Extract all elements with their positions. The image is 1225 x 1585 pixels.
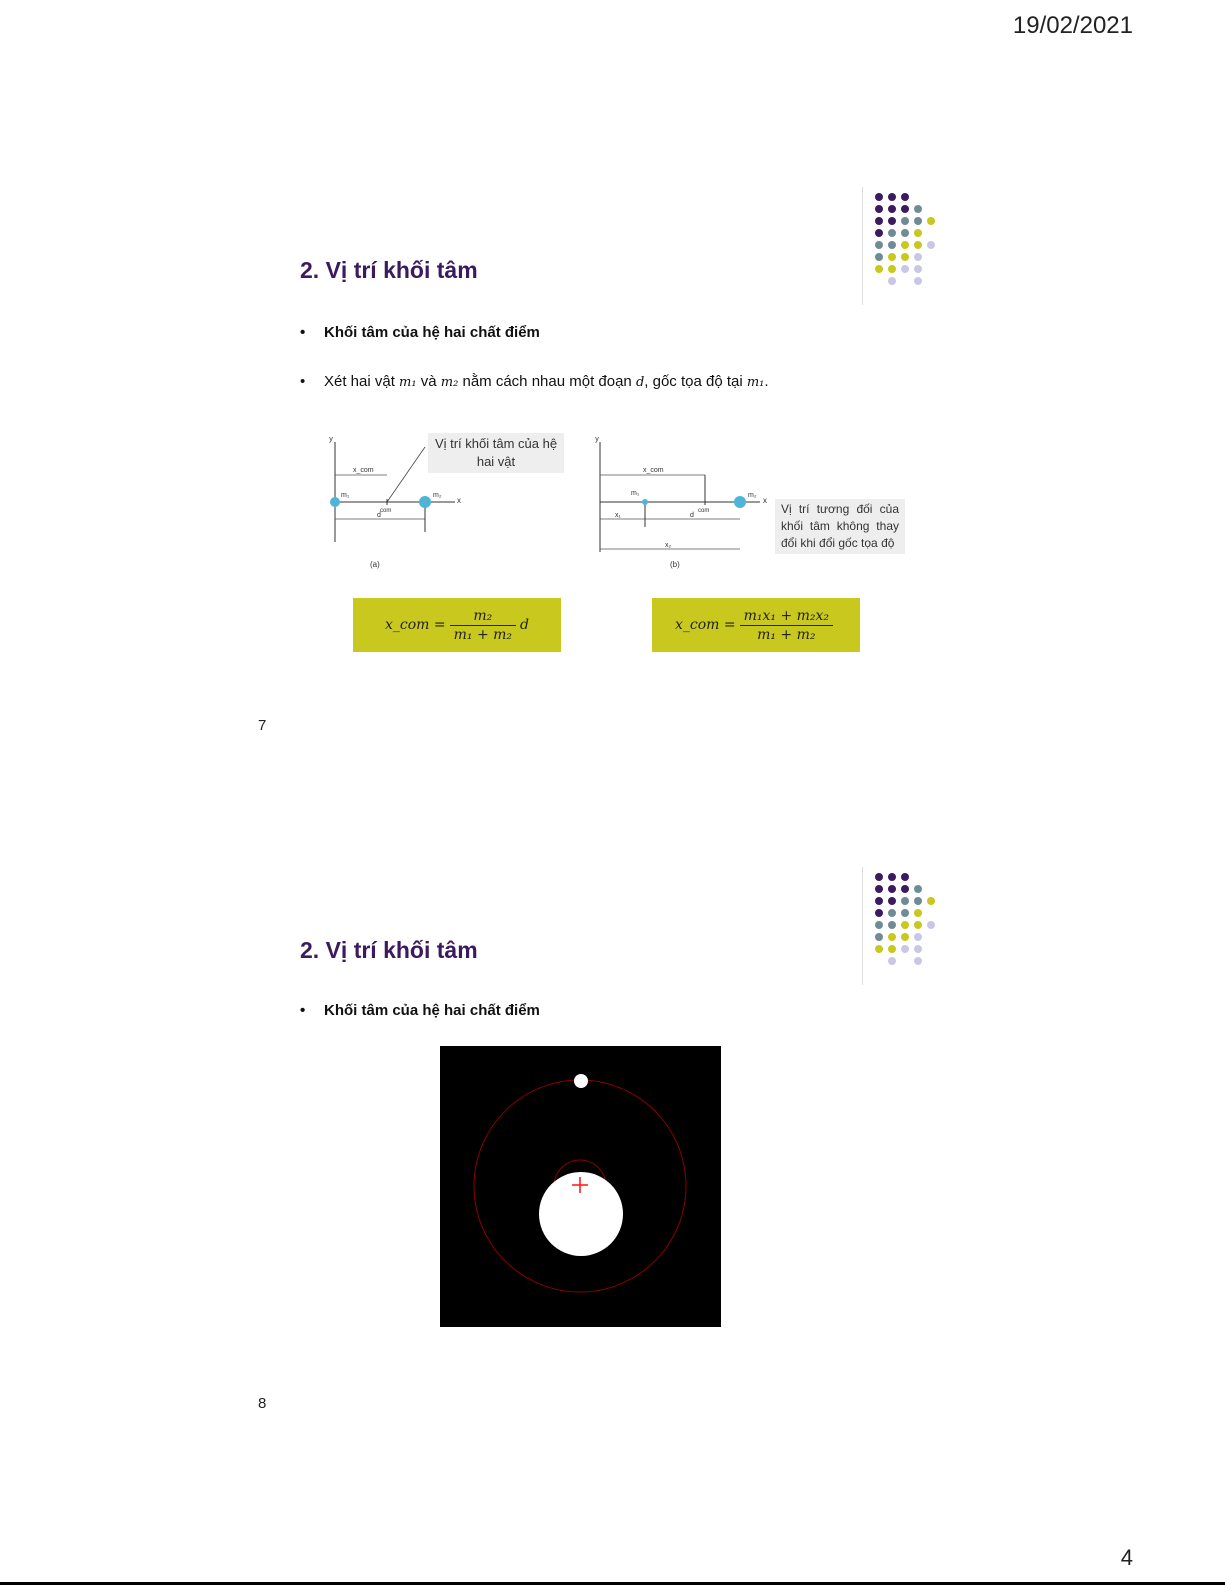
slide-number: 8 [258, 1395, 267, 1412]
y-axis-label: y [595, 437, 599, 443]
m1-label: m₁ [631, 490, 640, 497]
bullet-icon: • [300, 373, 306, 390]
caption-a: (a) [370, 560, 380, 569]
dot-icon [875, 945, 883, 953]
dot-icon [927, 241, 935, 249]
dot-icon [888, 957, 896, 965]
dot-icon [888, 253, 896, 261]
small-body [574, 1074, 588, 1088]
com-label: com [380, 508, 392, 514]
dot-icon [888, 945, 896, 953]
dot-icon [888, 909, 896, 917]
dot-icon [888, 933, 896, 941]
decorative-dot-grid [875, 193, 965, 303]
dot-icon [888, 885, 896, 893]
slide-7 [270, 185, 970, 685]
dot-icon [875, 241, 883, 249]
formula-xcom-origin-m1: x_com = $\frac{\text{m₂}}{\text{m₁ + m₂}}$ d [353, 598, 561, 652]
dot-icon [914, 277, 922, 285]
slide-number: 7 [258, 717, 267, 734]
dot-icon [901, 873, 909, 881]
dot-icon [901, 193, 909, 201]
dot-icon [901, 909, 909, 917]
dot-icon [875, 909, 883, 917]
dot-icon [901, 241, 909, 249]
com-label: com [698, 508, 710, 514]
dot-icon [875, 933, 883, 941]
slide-title: 2. Vị trí khối tâm [300, 257, 478, 283]
dot-icon [914, 957, 922, 965]
dot-icon [888, 241, 896, 249]
dot-icon [901, 945, 909, 953]
dot-icon [914, 897, 922, 905]
dot-icon [875, 885, 883, 893]
dot-icon [888, 193, 896, 201]
dot-icon [875, 253, 883, 261]
dot-icon [901, 921, 909, 929]
x-axis-label: x [763, 496, 767, 505]
dot-icon [888, 229, 896, 237]
dot-icon [888, 897, 896, 905]
dot-icon [875, 873, 883, 881]
dot-icon [875, 897, 883, 905]
callout-relative-position: Vị trí tương đối của khối tâm không thay đổi khi đổi gốc tọa độ [775, 499, 905, 554]
dot-icon [875, 229, 883, 237]
dot-icon [875, 205, 883, 213]
slide-title: 2. Vị trí khối tâm [300, 937, 478, 963]
dot-icon [888, 217, 896, 225]
dot-icon [875, 265, 883, 273]
dot-icon [888, 921, 896, 929]
m1-label: m₁ [341, 492, 350, 499]
dot-icon [875, 193, 883, 201]
dot-icon [888, 205, 896, 213]
decorative-dot-grid [875, 873, 965, 983]
divider [862, 187, 863, 305]
bullet-icon: • [300, 324, 306, 341]
dot-icon [901, 229, 909, 237]
dot-icon [914, 229, 922, 237]
slide-8 [270, 865, 970, 1365]
dot-icon [875, 217, 883, 225]
dot-icon [914, 241, 922, 249]
x-axis-label: x [457, 496, 461, 505]
dot-icon [914, 921, 922, 929]
page-number: 4 [1120, 1545, 1133, 1570]
dot-icon [914, 945, 922, 953]
dot-icon [901, 897, 909, 905]
dot-icon [914, 933, 922, 941]
xcom-label: x_com [353, 467, 374, 474]
diagram-b [595, 437, 775, 577]
bullet-item: • Khối tâm của hệ hai chất điểm [300, 324, 540, 341]
dot-icon [927, 921, 935, 929]
dot-icon [914, 909, 922, 917]
dot-icon [914, 205, 922, 213]
dot-icon [888, 873, 896, 881]
dot-icon [888, 265, 896, 273]
bullet-icon: • [300, 1002, 306, 1019]
dot-icon [914, 217, 922, 225]
dot-icon [914, 253, 922, 261]
bullet-item: • Khối tâm của hệ hai chất điểm [300, 1002, 540, 1019]
dot-icon [914, 885, 922, 893]
callout-com: Vị trí khối tâm của hệ hai vật [428, 433, 564, 473]
d-label: d [690, 512, 694, 519]
dot-icon [927, 217, 935, 225]
dot-icon [901, 885, 909, 893]
dot-icon [901, 205, 909, 213]
xcom-label: x_com [643, 467, 664, 474]
divider [862, 867, 863, 985]
orbit-animation [440, 1046, 721, 1327]
dot-icon [914, 265, 922, 273]
x2-label: x₂ [665, 542, 672, 549]
y-axis-label: y [329, 437, 333, 443]
dot-icon [901, 253, 909, 261]
m2-label: m₂ [748, 492, 757, 499]
d-label: d [377, 512, 381, 519]
x1-label: x₁ [615, 512, 621, 519]
date: 19/02/2021 [1012, 12, 1133, 39]
dot-icon [901, 265, 909, 273]
formula-xcom-general: x_com = $\frac{\text{m₁x₁ + m₂x₂}}{\text{m₁ + m₂}}$ [652, 598, 860, 652]
caption-b: (b) [670, 560, 680, 569]
bullet-item: • Xét hai vật m₁ và m₂ nằm cách nhau một đoạn d, gốc tọa độ tại m₁. [300, 373, 769, 390]
dot-icon [875, 921, 883, 929]
m2-label: m₂ [433, 492, 442, 499]
dot-icon [888, 277, 896, 285]
dot-icon [901, 933, 909, 941]
dot-icon [901, 217, 909, 225]
dot-icon [927, 897, 935, 905]
